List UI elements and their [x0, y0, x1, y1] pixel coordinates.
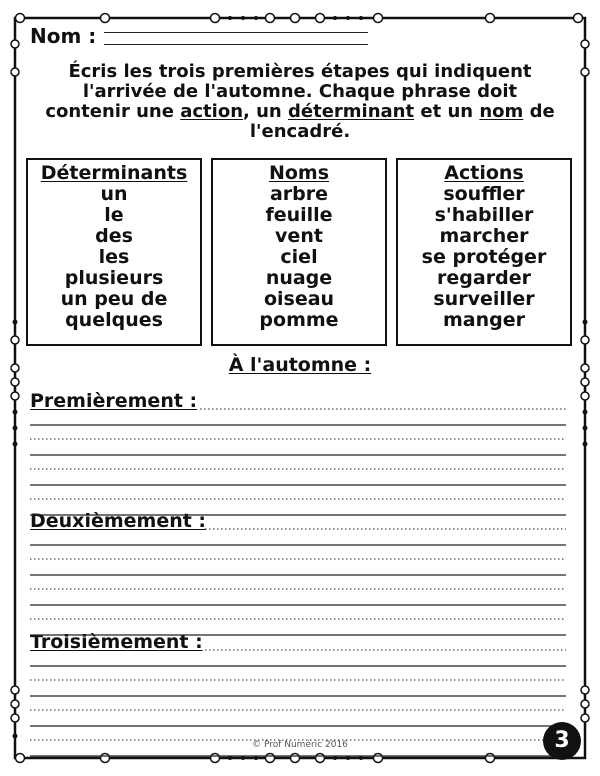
subtitle-text: À l'automne :	[228, 354, 372, 376]
word: des	[95, 225, 133, 247]
word: un peu de	[60, 288, 168, 310]
word: un	[100, 183, 128, 205]
word: nuage	[265, 267, 333, 289]
instr-text: de	[523, 101, 555, 122]
label-premierement: Premièrement :	[30, 390, 198, 412]
word: souffler	[443, 183, 525, 205]
keyword-determinant: déterminant	[288, 101, 415, 122]
instr-text: et un	[414, 101, 480, 122]
word: pomme	[259, 309, 339, 331]
label-troisiemement: Troisièmement :	[30, 631, 203, 653]
word: les	[98, 246, 130, 268]
word: feuille	[265, 204, 333, 226]
copyright: © Prof Numéric 2016	[252, 740, 348, 750]
word: vent	[275, 225, 323, 247]
instr-text: , un	[243, 101, 289, 122]
label-deuxiemement: Deuxièmement :	[30, 510, 207, 532]
box-title: Noms	[268, 162, 330, 184]
name-label: Nom :	[30, 24, 97, 48]
instructions-line-2: l'arrivée de l'automne. Chaque phrase doit	[82, 81, 518, 102]
word: quelques	[65, 309, 163, 331]
word: ciel	[280, 246, 318, 268]
word: plusieurs	[64, 267, 164, 289]
word: marcher	[439, 225, 529, 247]
instructions-line-1: Écris les trois premières étapes qui indiquent	[68, 61, 532, 82]
box-title: Actions	[444, 162, 524, 184]
box-title: Déterminants	[40, 162, 188, 184]
word: s'habiller	[434, 204, 534, 226]
word: manger	[442, 309, 525, 331]
word: oiseau	[263, 288, 335, 310]
instr-text: contenir une	[45, 101, 181, 122]
word: se protéger	[421, 246, 547, 268]
page-number-badge: 3	[543, 722, 581, 760]
keyword-action: action	[180, 101, 244, 122]
word: le	[104, 204, 124, 226]
word: regarder	[437, 267, 531, 289]
instructions-line-4: l'encadré.	[249, 121, 351, 142]
word: surveiller	[433, 288, 535, 310]
keyword-nom: nom	[479, 101, 524, 122]
word: arbre	[269, 183, 329, 205]
